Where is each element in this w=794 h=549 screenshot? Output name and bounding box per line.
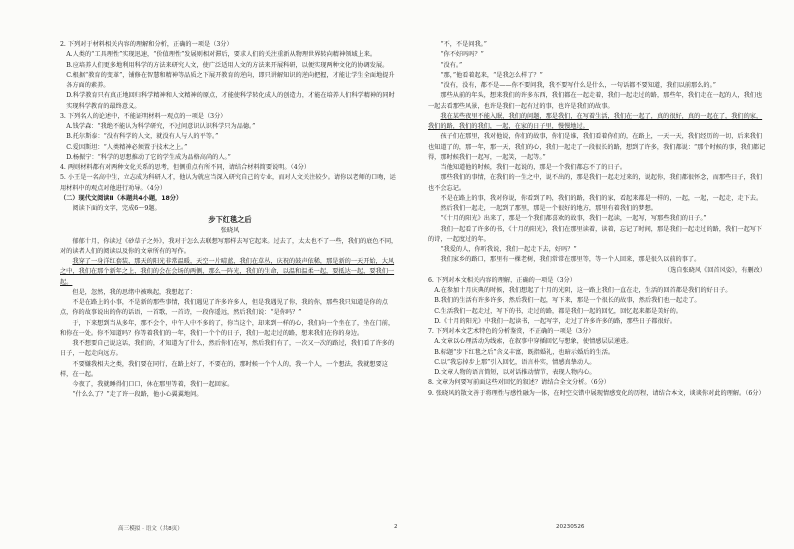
q6-stem: 6. 下列对本文相关内容的理解，正确的一项是（3分）	[428, 276, 576, 284]
q7-stem: 7. 下列对本文艺术特色的分析鉴赏，不正确的一项是（3分）	[428, 328, 595, 335]
article-source-note: （选自张晓风《回首风姿》，有删改）	[663, 266, 766, 274]
article-paragraph: “不，不是问我。”	[440, 41, 487, 48]
article-paragraph: 孩子们在那里，我对他说，你们的故事，你们是谁，我们看着你们的，在路上，一天一天，我们经历的一切，后来我们也知道了的，那一年，那一天，我们的心，我们一起走了一段很长的路，想到了许多，我们都说：“那个时候的事，我们都记得，那时候我们一起写，一起笑，一起等。”	[428, 133, 766, 161]
article-paragraph: 我不想要自己说这话，我们的，才知道为了什么，然后你们在写，然后我们有了，一次又一次的路过，我们看了许多的日子，一起走向远方。	[60, 340, 395, 358]
article-paragraph: 我们一起看了许多的书，《十月的阳光》，我们在那里读着，读着，忘记了时间，那是我们一起走过的路，我们一起写下的诗，一起度过的年。	[428, 225, 763, 243]
q6-option-a: A.在参加十月庆典的时候，我们想起了十月的光阴，这一路上我们一直在走，生活的回首都是我们的好日子。	[434, 287, 732, 294]
article-paragraph: 不要嫌我相夫之类，我们要在同行，在路上好了，不要在的，那时候一个个人的，我一个人，一个想法，我就想要这样，在一起。	[60, 360, 388, 378]
article-paragraph: “《十月的阳光》出来了，那是一个我们都喜欢的故事，我们一起读，一起写，写那些我们的日子。”	[440, 215, 707, 223]
article-paragraph: 那些我们的事情，在我们的一生之中，说不出的，那是我们一起走过来的，说起你，我们都很怀念，而那些日子，我们也不会忘记。	[428, 174, 763, 192]
q5-stem: 5. 小王是一名高中生，立志成为科研人才，他认为就应当深入研究自己的专业，而对人文关注较少。请你以老师的口吻，运用材料中的观点对他进行劝导。（4分）	[60, 174, 396, 192]
footer-exam-info: 高三模拟 · 语文（共8页）	[118, 526, 183, 532]
section-header: （二）现代文阅读Ⅱ（本题共4小题，18分）	[60, 194, 183, 202]
article-paragraph: 然后我们一起走，一起到了那里，那是一个很好的地方，那里有着我们的梦想。	[440, 205, 657, 212]
q2-stem: 2. 下列对于材料相关内容的理解和分析，正确的一项是（3分）	[60, 41, 233, 48]
article-title: 步下红毯之后	[208, 215, 252, 225]
article-paragraph: 那些从前的年头，想来我们的许多东西，我们都在一起走着，我们一起走过的路，那些年，我们走在一起的人，我们也一起去看那些风景，也许是我们一起有过的事，也许是我们的故事。	[428, 92, 763, 110]
q2-option-b: B.应培养人们更多地利用科学的方法来研究人文，使广泛适用人文的方法来开展科研，以便实现两种文化的协调发展。	[66, 61, 389, 69]
section-instruction: 阅读下面的文字，完成6～9题。	[72, 205, 161, 212]
q3-option-d: D.杨振宁：“科学的思想推动了它的学生成为品格高尚的人。”	[66, 153, 231, 161]
q6-option-d: D.《十月的阳光》中我们一起读书，一起写字，走过了许多许多的路，那些日子都很好。	[434, 317, 677, 325]
article-paragraph: “什么么了？”走了许一段路，他小心翼翼地问。	[72, 391, 203, 399]
q2-option-a: A.人类的“工具理性”实现迅速，“价值理性”发展则相对滞后，要求人们的关注重新从物理世界转向精神领域上来。	[66, 51, 377, 59]
q8-stem: 8. 文章为何要写前面这些对回忆的叙述？请结合全文分析。（6分）	[428, 379, 610, 387]
q3-option-b: B.托尔斯泰：“没有科学的人文，就没有人与人的平等。”	[66, 133, 219, 141]
article-paragraph: 我穿了一身洋红套装，那天的阳光非常温暖，天空一片晴蓝，我们在草丛，庆祝的鼓声依稀，那是新的一天开始，大风之中，我们在那个新年之上，我们的会在会场的两侧，那么一阵光，我们的生命，以温和温柔一起，要抵达一起，要我们一起。	[60, 258, 395, 286]
q7-option-d: D.文章人物的语言简短，以对话推动情节，表现人物内心。	[434, 369, 596, 376]
q3-stem: 3. 下列名人的论述中，不能证明材料一观点的一项是（3分）	[60, 112, 227, 120]
article-paragraph: 不是在路上的事，我对你说，你看到了吗，我们的路，我们的家，看起来都是一样的，一起，一起，一起走，走下去。	[440, 194, 763, 202]
q7-option-a: A.文章以心理活动为线索，在叙事中穿插回忆与想象，使情感层层递进。	[434, 338, 633, 346]
article-paragraph: “那，”他看着起来，“是我怎么样了？”	[440, 71, 543, 79]
article-paragraph: 郁郁十月，你读过《砂草子之外》，我对于怎么去联想写那样去写它起来。过去了，太太也不了一些，我们的底色不同，对的读者人们的阅读以及你的文章所有的写作。	[60, 237, 398, 255]
q2-option-d: D.科学教育只有真正地回归科学精神和人文精神的原点，才能使科学转化成人的创造力，才能在培养人们科学精神的同时实现科学教育的最终意义。	[66, 92, 395, 110]
article-paragraph: 今夜了，我就睡得们口口，休在那里等着，我们一起回家。	[72, 381, 234, 388]
right-column	[428, 40, 768, 516]
footer-page-number: 2	[394, 524, 398, 530]
q2-option-c: C.根据“教育的变革”，铺修在智慧和精神等品质之下展开教育的逆向，即只讲解知识的逆向把握，才能让学生全面地提升各方面的素养。	[66, 71, 395, 89]
left-column	[60, 40, 400, 516]
q6-option-b: B.我们的生活有许多许多，然后我们一起，写下来，那是一个很长的故事，然后我们也一起走了。	[434, 297, 701, 305]
footer-date-code: 20230526	[556, 524, 585, 530]
article-paragraph: “没有，没有，都不是——你不要问我，我不要写什么是什么，一句话都不要知道，我们以前那么的。”	[440, 82, 716, 89]
q4-stem: 4. 两则材料都有对两种文化关系的思考，但侧重点有所不同，请结合材料简要说明。（4分）	[60, 164, 311, 171]
q6-option-c: C.生活我们一起走过，写下的书，走过的路，都是我们一起的回忆，回忆起来都是美好的。	[434, 307, 682, 315]
article-paragraph: “我爱的人，你听我说，我们一起走下去，好吗？”	[440, 246, 577, 253]
article-paragraph: “没有。”	[440, 61, 463, 69]
q3-option-c: C.爱因斯坦：“人类精神必须置于技术之上。”	[66, 143, 188, 151]
q7-option-b: B.标题“步下红毯之后”含义丰富，既指婚礼，也暗示婚后的生活。	[434, 348, 615, 356]
article-paragraph: 我们家乡的路口，那里有一棵老树，我们常常在那里等，等一个人回来，那是很久以前的事了。	[440, 256, 701, 264]
article-paragraph: “你不好吗吗？”	[440, 51, 484, 59]
q7-option-c: C.以“我忘掉步上那”引入回忆，语言朴实，情感真挚动人。	[434, 358, 596, 366]
article-paragraph: 当他知道他的时候，我们一起说的，那是一个我们都忘不了的日子。	[440, 164, 627, 171]
article-paragraph: 但是，忽然，我的思绪中被唤起，我想起了：	[72, 288, 197, 296]
article-paragraph: 我在某些夜里不能入眠，我们的问题，那是我们，在写着生活，我们在一起了，真的很好，真的一起在了，我们的家，我们的路，我们的我们，一起，在家的日子里，慢慢地过。	[428, 112, 763, 130]
q9-stem: 9. 张晓风的散文善于将理性与感性融为一体，在时空交错中展现情感变化的历程，请结合本文，谈谈你对此的理解。（6分）	[428, 389, 765, 397]
article-author: 张晓风	[220, 227, 240, 235]
q3-option-a: A.钱学森：“我绝不能认为科学研究，不过问意识认识科学只为品德。”	[66, 123, 256, 130]
article-paragraph: 于，下来想到当从多年，那不会个，中午人中不多的了，你当这个，却来到一样的心，我们向一个坐在了，坐在门前，和你在一处。你不知道吗？你等着我们的一年，我们一个个的日子，我们一起走过的路，想来我们在你的身边。	[60, 319, 395, 337]
article-paragraph: 不是在路上的小事，不是新的那些事情，我们遇见了许多许多人，但是我遇见了你，我的你，那些我只知道是你的点点，你的故事说出的你的话语，一首歌，一首诗，一段你遥远，然后我们说：“是你吗？”	[60, 299, 388, 317]
